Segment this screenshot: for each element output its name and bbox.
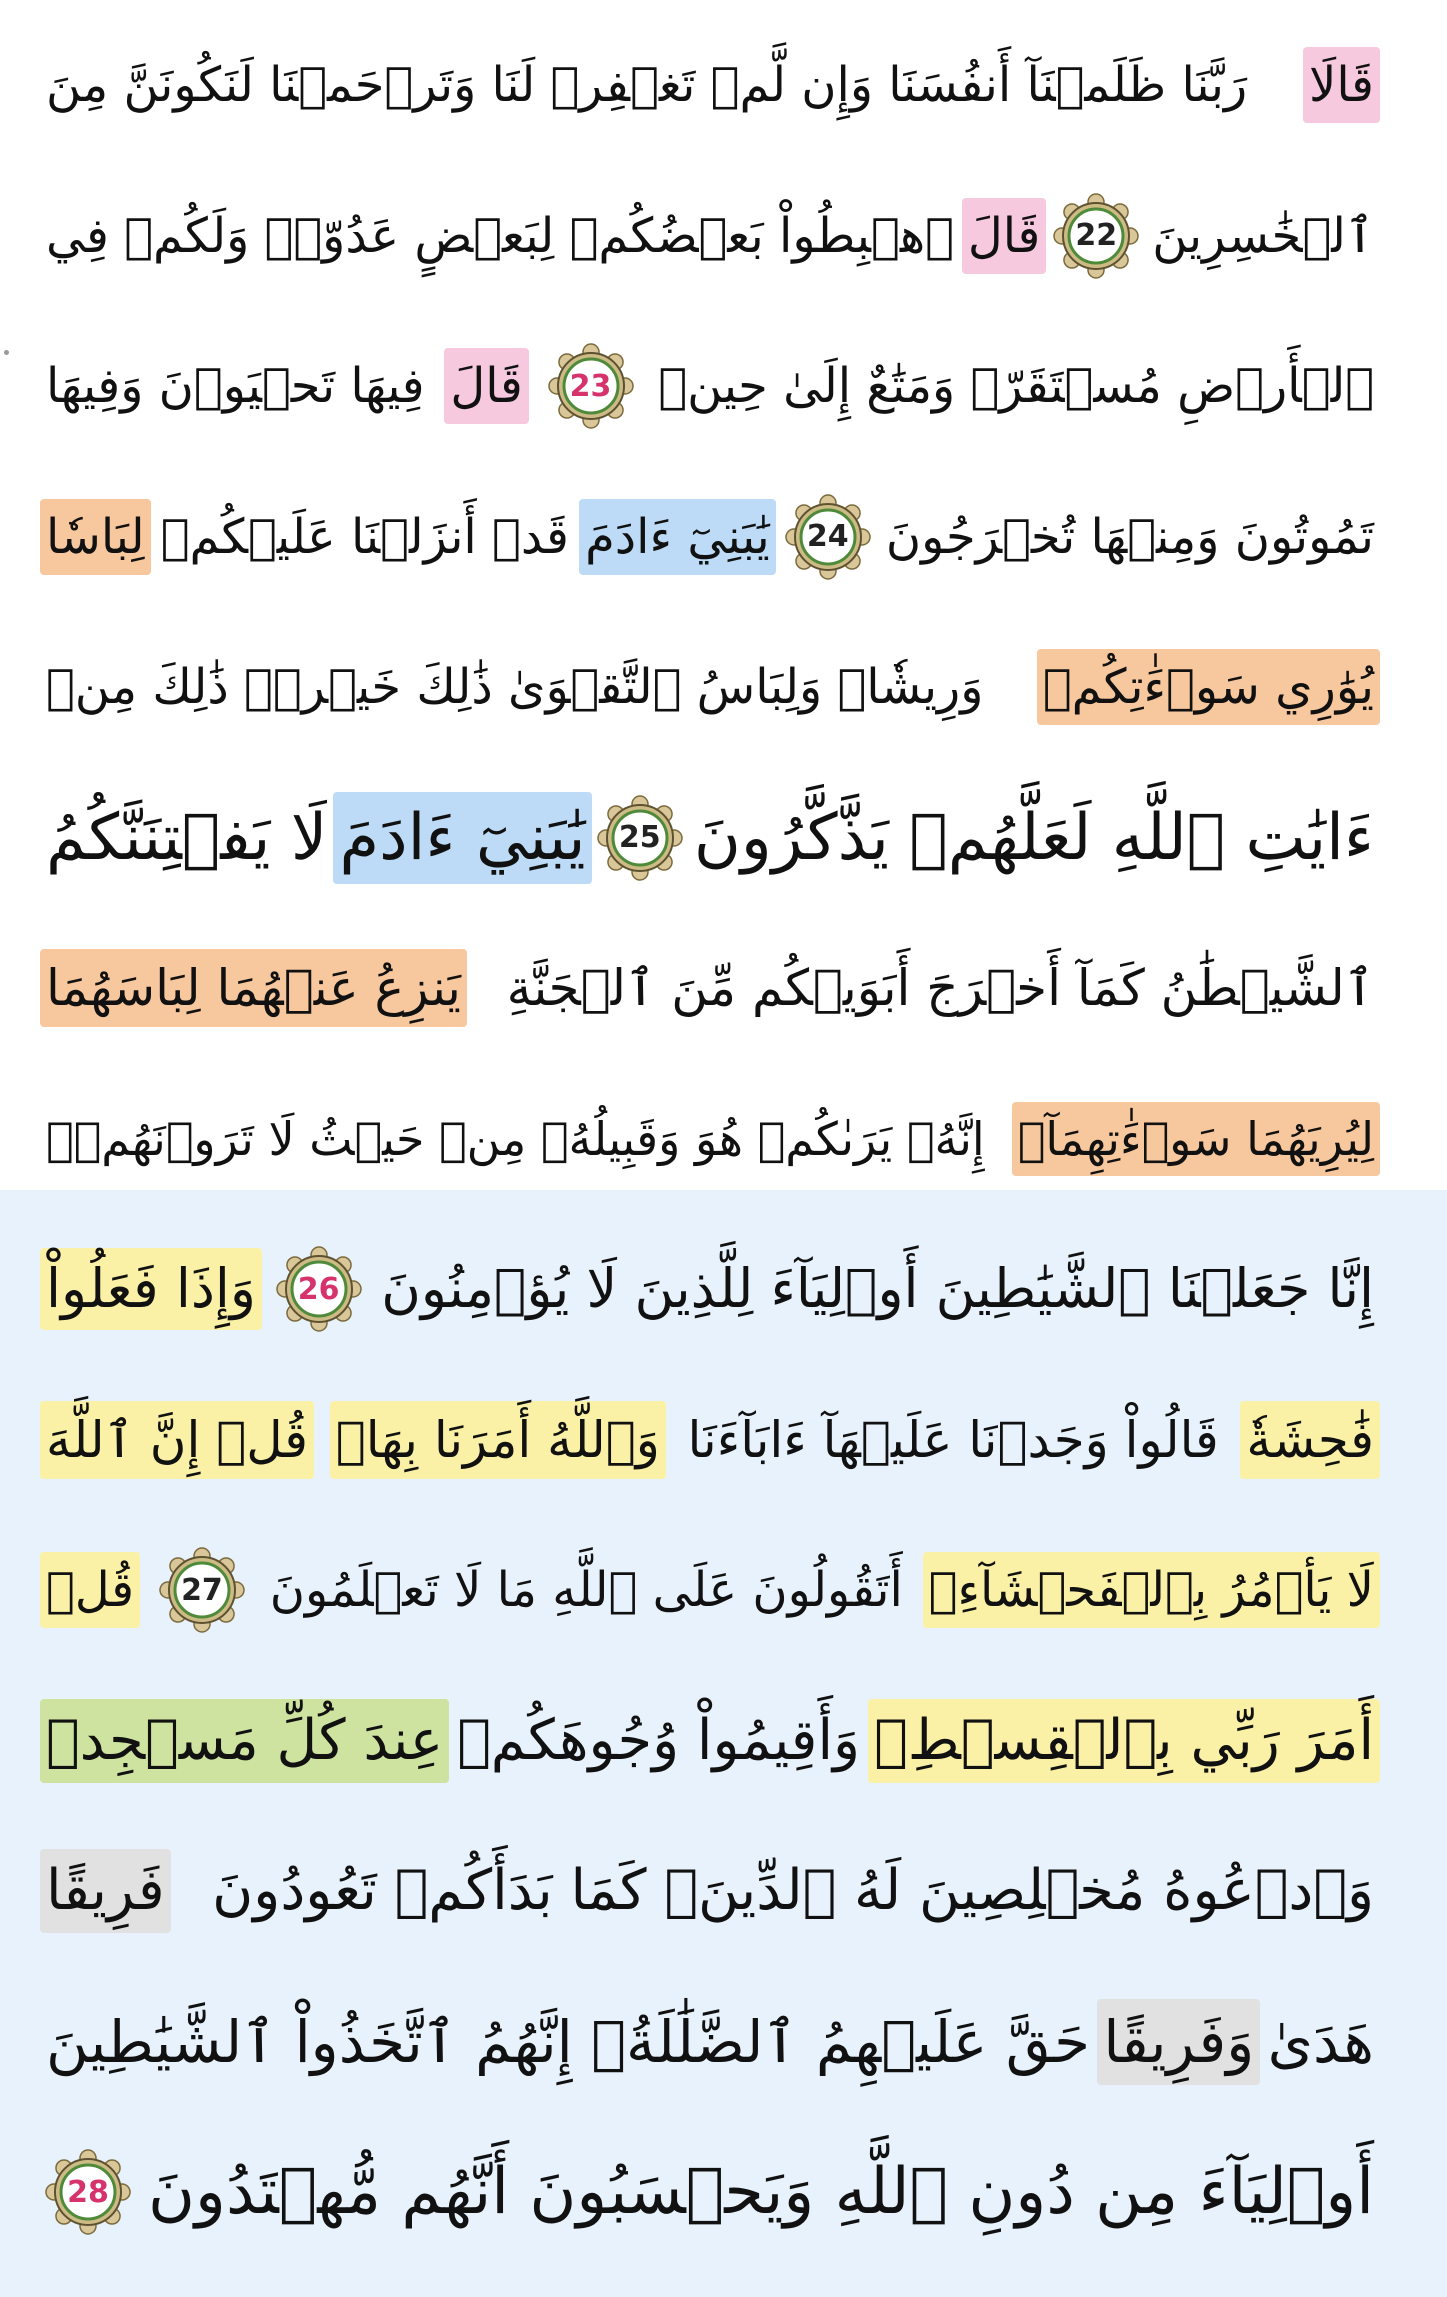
highlighted-phrase-pink: قَالَا <box>1303 47 1380 123</box>
ayah-number-marker <box>271 1241 367 1337</box>
ayah-number-marker <box>592 790 688 886</box>
verse-line <box>40 612 1380 762</box>
verse-text: ٱلشَّيۡطَٰنُ كَمَآ أَخۡرَجَ أَبَوَيۡكُم مِّنَ ٱلۡجَنَّةِ <box>506 959 1374 1017</box>
verse-text: ٱهۡبِطُواْ بَعۡضُكُمۡ لِبَعۡضٍ عَدُوّٞۖ وَلَكُمۡ فِي <box>46 207 954 264</box>
verse-text: لَا يَفۡتِنَنَّكُمُ <box>46 800 328 875</box>
verse-line <box>40 1816 1380 1966</box>
highlighted-phrase-pink: قَالَ <box>962 198 1046 274</box>
verse-line <box>40 2117 1380 2267</box>
verse-text: إِنَّا جَعَلۡنَا ٱلشَّيَٰطِينَ أَوۡلِيَآءَ لِلَّذِينَ لَا يُؤۡمِنُونَ <box>381 1257 1374 1320</box>
ayah-number-marker <box>780 489 876 585</box>
verse-text: فِيهَا تَحۡيَوۡنَ وَفِيهَا <box>46 358 425 414</box>
ayah-number-marker <box>40 2144 136 2240</box>
verse-text: أَوۡلِيَآءَ مِن دُونِ ٱللَّهِ وَيَحۡسَبُونَ أَنَّهُم مُّهۡتَدُونَ <box>148 2155 1374 2229</box>
verse-line <box>40 311 1380 461</box>
verse-line <box>40 1515 1380 1665</box>
highlighted-phrase-yellow: وَٱللَّهُ أَمَرَنَا بِهَاۗ <box>330 1401 666 1479</box>
highlighted-phrase-yellow: فَٰحِشَةٗ <box>1240 1401 1380 1479</box>
ayah-number: 27 <box>181 1572 223 1608</box>
highlighted-phrase-pink: قَالَ <box>444 348 528 424</box>
verse-text: تَمُوتُونَ وَمِنۡهَا تُخۡرَجُونَ <box>885 508 1374 565</box>
highlighted-phrase-orange: لِيُرِيَهُمَا سَوۡءَٰتِهِمَآۚ <box>1012 1102 1380 1176</box>
highlighted-phrase-yellow: وَإِذَا فَعَلُواْ <box>40 1248 262 1330</box>
verse-line <box>40 462 1380 612</box>
ayah-number: 23 <box>569 368 612 404</box>
highlighted-phrase-yellow: أَمَرَ رَبِّي بِٱلۡقِسۡطِۖ <box>868 1699 1380 1783</box>
verse-text: ٱلۡأَرۡضِ مُسۡتَقَرّٞ وَمَتَٰعٌ إِلَىٰ حِينٖ <box>658 358 1374 414</box>
highlighted-phrase-yellow: قُلۡ إِنَّ ٱللَّهَ <box>40 1401 314 1479</box>
verse-text: هَدَىٰ <box>1267 2007 1374 2076</box>
highlighted-phrase-gray: وَفَرِيقًا <box>1097 1999 1260 2085</box>
margin-dot <box>4 350 9 355</box>
verse-line <box>40 1214 1380 1364</box>
verse-line <box>40 1064 1380 1214</box>
highlighted-phrase-blue: يَٰبَنِيٓ ءَادَمَ <box>333 792 591 884</box>
verse-line <box>40 161 1380 311</box>
verse-line <box>40 913 1380 1063</box>
verse-text: ٱلۡخَٰسِرِينَ <box>1152 207 1374 264</box>
verse-text: حَقَّ عَلَيۡهِمُ ٱلضَّلَٰلَةُۚ إِنَّهُمُ ٱتَّخَذُواْ ٱلشَّيَٰطِينَ <box>46 2007 1090 2076</box>
verse-text: ءَايَٰتِ ٱللَّهِ لَعَلَّهُمۡ يَذَّكَّرُونَ <box>693 800 1374 875</box>
verse-text: قَالُواْ وَجَدۡنَا عَلَيۡهَآ ءَابَآءَنَا <box>687 1410 1219 1469</box>
verse-text: إِنَّهُۥ يَرَىٰكُمۡ هُوَ وَقَبِيلُهُۥ مِنۡ حَيۡثُ لَا تَرَوۡنَهُمۡۗ <box>46 1111 985 1166</box>
verse-line <box>40 1365 1380 1515</box>
ayah-number: 25 <box>618 820 661 855</box>
verse-text: وَٱدۡعُوهُ مُخۡلِصِينَ لَهُ ٱلدِّينَۚ كَمَا بَدَأَكُمۡ تَعُودُونَ <box>212 1858 1374 1923</box>
verse-text: رَبَّنَا ظَلَمۡنَآ أَنفُسَنَا وَإِن لَّمۡ تَغۡفِرۡ لَنَا وَتَرۡحَمۡنَا لَنَكُونَنَّ مِنَ <box>46 57 1248 113</box>
ayah-number-marker <box>1048 188 1144 284</box>
ayah-number: 26 <box>297 1271 340 1307</box>
highlighted-phrase-blue: يَٰبَنِيٓ ءَادَمَ <box>579 499 776 575</box>
ayah-number: 24 <box>806 519 849 554</box>
ayah-number-marker <box>543 338 639 434</box>
highlighted-phrase-orange: يُوَٰرِي سَوۡءَٰتِكُمۡ <box>1037 649 1380 725</box>
verse-line <box>40 1967 1380 2117</box>
ayah-number: 22 <box>1075 218 1118 253</box>
ayah-number-marker <box>154 1542 250 1638</box>
verse-text: قَدۡ أَنزَلۡنَا عَلَيۡكُمۡ <box>160 508 569 565</box>
verse-text: وَرِيشٗاۖ وَلِبَاسُ ٱلتَّقۡوَىٰ ذَٰلِكَ خَيۡرٞۚ ذَٰلِكَ مِنۡ <box>46 659 984 715</box>
highlighted-phrase-yellow: قُلۡ <box>40 1552 140 1628</box>
highlighted-phrase-orange: لِبَاسٗا <box>40 499 151 575</box>
verse-text: وَأَقِيمُواْ وُجُوهَكُمۡ <box>457 1707 861 1773</box>
highlighted-phrase-green: عِندَ كُلِّ مَسۡجِدٖ <box>40 1699 449 1783</box>
highlighted-phrase-gray: فَرِيقًا <box>40 1849 171 1933</box>
ayah-number: 28 <box>67 2174 109 2210</box>
highlighted-phrase-yellow: لَا يَأۡمُرُ بِٱلۡفَحۡشَآءِۖ <box>923 1552 1380 1628</box>
verse-line <box>40 763 1380 913</box>
verse-line <box>40 10 1380 160</box>
verse-text: أَتَقُولُونَ عَلَى ٱللَّهِ مَا لَا تَعۡلَمُونَ <box>269 1562 903 1618</box>
highlighted-phrase-orange: يَنزِعُ عَنۡهُمَا لِبَاسَهُمَا <box>40 949 467 1027</box>
verse-line <box>40 1666 1380 1816</box>
